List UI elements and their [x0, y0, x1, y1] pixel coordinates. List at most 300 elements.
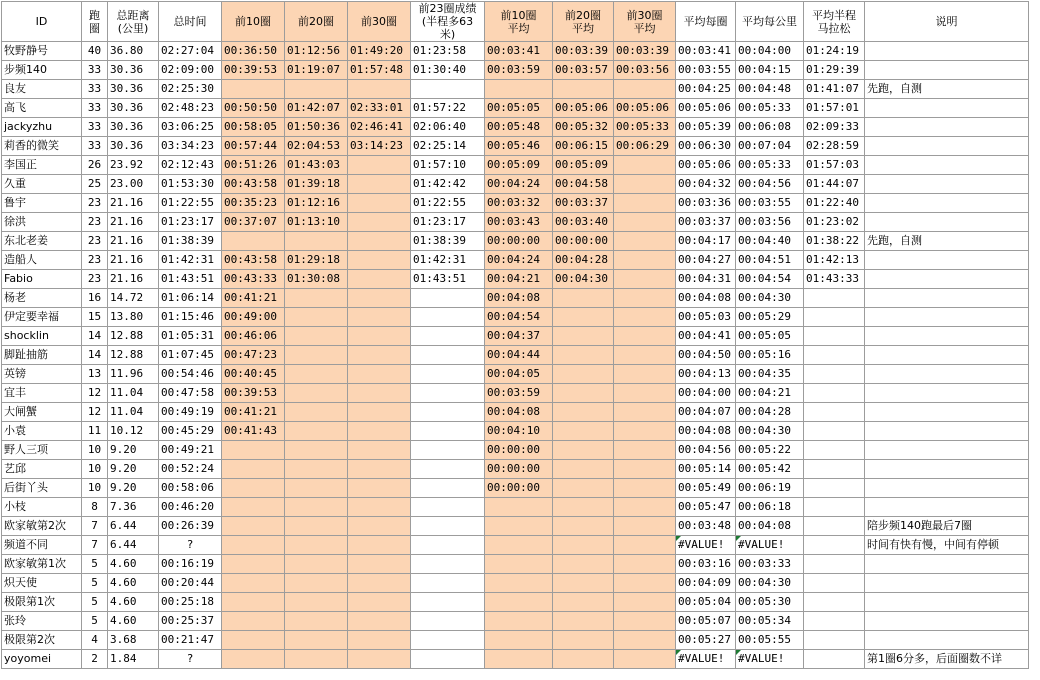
cell-laps: 5 [82, 612, 108, 631]
cell-avg-km: 00:03:55 [736, 194, 804, 213]
cell-avg30 [614, 574, 676, 593]
cell-avg10 [485, 80, 553, 99]
cell-id: 欧家敏第2次 [2, 517, 82, 536]
cell-first20: 01:43:03 [285, 156, 348, 175]
cell-distance: 7.36 [108, 498, 159, 517]
cell-note [865, 156, 1029, 175]
cell-first10: 00:43:58 [222, 251, 285, 270]
cell-first23: 01:57:10 [411, 156, 485, 175]
table-row [2, 441, 1029, 460]
cell-first10: 00:58:05 [222, 118, 285, 137]
cell-avg-half [804, 403, 865, 422]
cell-total-time: 02:09:00 [159, 61, 222, 80]
cell-avg-half [804, 593, 865, 612]
cell-avg-km: 00:04:51 [736, 251, 804, 270]
cell-first23 [411, 403, 485, 422]
cell-avg10: 00:04:37 [485, 327, 553, 346]
cell-avg-lap: 00:05:07 [676, 612, 736, 631]
cell-id: 极限第2次 [2, 631, 82, 650]
cell-avg-lap: 00:03:37 [676, 213, 736, 232]
cell-distance: 4.60 [108, 612, 159, 631]
cell-first30 [348, 403, 411, 422]
cell-avg-km: 00:04:30 [736, 574, 804, 593]
cell-first30 [348, 346, 411, 365]
cell-avg-half: 01:23:02 [804, 213, 865, 232]
cell-note [865, 270, 1029, 289]
cell-avg10: 00:04:54 [485, 308, 553, 327]
table-row [2, 80, 1029, 99]
cell-total-time: 00:25:37 [159, 612, 222, 631]
cell-avg-lap: 00:04:00 [676, 384, 736, 403]
cell-distance: 9.20 [108, 460, 159, 479]
cell-avg-half [804, 289, 865, 308]
cell-avg20: 00:03:37 [553, 194, 614, 213]
cell-avg-km: #VALUE! [736, 650, 804, 669]
cell-first10 [222, 232, 285, 251]
cell-laps: 13 [82, 365, 108, 384]
cell-first20 [285, 365, 348, 384]
cell-total-time: 03:06:25 [159, 118, 222, 137]
cell-avg-half [804, 479, 865, 498]
cell-avg30 [614, 194, 676, 213]
cell-avg-km: 00:04:48 [736, 80, 804, 99]
cell-first23: 02:25:14 [411, 137, 485, 156]
cell-first10 [222, 517, 285, 536]
cell-laps: 7 [82, 517, 108, 536]
cell-avg30 [614, 213, 676, 232]
cell-avg-half [804, 498, 865, 517]
cell-avg10 [485, 650, 553, 669]
cell-avg-km: 00:04:35 [736, 365, 804, 384]
cell-avg10: 00:03:32 [485, 194, 553, 213]
cell-avg-half: 01:57:03 [804, 156, 865, 175]
cell-avg-lap: 00:03:55 [676, 61, 736, 80]
cell-first10 [222, 441, 285, 460]
cell-first23 [411, 289, 485, 308]
cell-first20 [285, 403, 348, 422]
cell-total-time: 00:58:06 [159, 479, 222, 498]
cell-avg30 [614, 612, 676, 631]
cell-avg-lap: 00:03:16 [676, 555, 736, 574]
cell-distance: 9.20 [108, 441, 159, 460]
cell-note [865, 327, 1029, 346]
cell-avg30 [614, 555, 676, 574]
cell-first23 [411, 346, 485, 365]
table-row [2, 555, 1029, 574]
table-row [2, 593, 1029, 612]
cell-first30 [348, 365, 411, 384]
cell-first10: 00:37:07 [222, 213, 285, 232]
table-row [2, 460, 1029, 479]
cell-avg-km: 00:06:08 [736, 118, 804, 137]
cell-id: 莉香的微笑 [2, 137, 82, 156]
header-avg-km: 平均每公里 [736, 2, 804, 42]
cell-distance: 4.60 [108, 593, 159, 612]
cell-avg-lap: 00:05:06 [676, 156, 736, 175]
header-first10: 前10圈 [222, 2, 285, 42]
cell-first30 [348, 441, 411, 460]
cell-distance: 10.12 [108, 422, 159, 441]
cell-avg-half: 01:41:07 [804, 80, 865, 99]
table-row [2, 232, 1029, 251]
cell-id: 造船人 [2, 251, 82, 270]
cell-first20 [285, 441, 348, 460]
cell-avg-lap: 00:05:04 [676, 593, 736, 612]
header-first20: 前20圈 [285, 2, 348, 42]
cell-avg20 [553, 479, 614, 498]
cell-first23 [411, 80, 485, 99]
cell-first30: 01:49:20 [348, 42, 411, 61]
cell-distance: 4.60 [108, 574, 159, 593]
header-avg20: 前20圈 平均 [553, 2, 614, 42]
cell-total-time: 00:52:24 [159, 460, 222, 479]
cell-distance: 21.16 [108, 270, 159, 289]
cell-avg10 [485, 612, 553, 631]
cell-id: jackyzhu [2, 118, 82, 137]
cell-first20: 01:30:08 [285, 270, 348, 289]
cell-avg-km: 00:05:55 [736, 631, 804, 650]
table-row [2, 517, 1029, 536]
cell-distance: 21.16 [108, 213, 159, 232]
cell-avg20 [553, 308, 614, 327]
cell-distance: 6.44 [108, 517, 159, 536]
cell-avg-km: 00:05:33 [736, 99, 804, 118]
cell-first20 [285, 479, 348, 498]
cell-first30 [348, 479, 411, 498]
cell-avg20 [553, 517, 614, 536]
cell-first30: 03:14:23 [348, 137, 411, 156]
table-row [2, 574, 1029, 593]
cell-distance: 14.72 [108, 289, 159, 308]
cell-avg-half: 01:29:39 [804, 61, 865, 80]
cell-avg30: 00:03:39 [614, 42, 676, 61]
cell-id: 杨老 [2, 289, 82, 308]
cell-avg10 [485, 555, 553, 574]
cell-first30: 02:46:41 [348, 118, 411, 137]
cell-first30 [348, 213, 411, 232]
cell-id: 大闸蟹 [2, 403, 82, 422]
cell-first10: 00:46:06 [222, 327, 285, 346]
cell-total-time: 01:22:55 [159, 194, 222, 213]
cell-total-time: 00:47:58 [159, 384, 222, 403]
cell-first10 [222, 593, 285, 612]
cell-first23 [411, 650, 485, 669]
cell-total-time: 00:49:21 [159, 441, 222, 460]
cell-note [865, 365, 1029, 384]
cell-first30 [348, 232, 411, 251]
cell-total-time: 01:07:45 [159, 346, 222, 365]
cell-avg-lap: 00:04:08 [676, 422, 736, 441]
cell-first10: 00:57:44 [222, 137, 285, 156]
cell-first23: 01:57:22 [411, 99, 485, 118]
cell-first10: 00:51:26 [222, 156, 285, 175]
cell-first20 [285, 308, 348, 327]
cell-first20 [285, 555, 348, 574]
cell-avg10 [485, 536, 553, 555]
cell-first23: 02:06:40 [411, 118, 485, 137]
cell-first23 [411, 536, 485, 555]
cell-avg20: 00:04:30 [553, 270, 614, 289]
cell-first30 [348, 289, 411, 308]
cell-note [865, 213, 1029, 232]
cell-laps: 4 [82, 631, 108, 650]
table-row [2, 650, 1029, 669]
cell-avg30 [614, 650, 676, 669]
cell-laps: 23 [82, 270, 108, 289]
cell-first10: 00:40:45 [222, 365, 285, 384]
cell-avg30 [614, 327, 676, 346]
cell-distance: 1.84 [108, 650, 159, 669]
cell-avg30 [614, 270, 676, 289]
cell-avg10: 00:03:59 [485, 384, 553, 403]
cell-avg10 [485, 517, 553, 536]
cell-avg-km: 00:04:30 [736, 289, 804, 308]
cell-avg-km: 00:03:56 [736, 213, 804, 232]
cell-avg-lap: 00:03:48 [676, 517, 736, 536]
cell-note [865, 479, 1029, 498]
cell-laps: 10 [82, 441, 108, 460]
cell-note [865, 631, 1029, 650]
table-row [2, 251, 1029, 270]
header-first23: 前23圈成绩 (半程多63 米) [411, 2, 485, 42]
cell-avg20 [553, 631, 614, 650]
table-row [2, 175, 1029, 194]
cell-total-time: 00:45:29 [159, 422, 222, 441]
cell-distance: 3.68 [108, 631, 159, 650]
cell-first23: 01:43:51 [411, 270, 485, 289]
cell-avg10: 00:05:05 [485, 99, 553, 118]
cell-avg20 [553, 403, 614, 422]
cell-note [865, 308, 1029, 327]
cell-first10 [222, 80, 285, 99]
cell-avg20 [553, 555, 614, 574]
cell-first30 [348, 251, 411, 270]
cell-first20 [285, 460, 348, 479]
cell-total-time: 02:27:04 [159, 42, 222, 61]
cell-note [865, 194, 1029, 213]
cell-note [865, 137, 1029, 156]
cell-avg-km: 00:05:16 [736, 346, 804, 365]
cell-first23 [411, 365, 485, 384]
cell-first23 [411, 517, 485, 536]
cell-first23 [411, 593, 485, 612]
cell-first20 [285, 650, 348, 669]
cell-avg10: 00:04:05 [485, 365, 553, 384]
table-row [2, 536, 1029, 555]
cell-avg-lap: 00:04:32 [676, 175, 736, 194]
cell-laps: 33 [82, 61, 108, 80]
cell-avg-lap: #VALUE! [676, 650, 736, 669]
cell-avg-half: 01:44:07 [804, 175, 865, 194]
cell-avg-half [804, 612, 865, 631]
cell-avg-lap: 00:05:14 [676, 460, 736, 479]
cell-first10: 00:43:33 [222, 270, 285, 289]
cell-avg10 [485, 574, 553, 593]
cell-avg10: 00:04:10 [485, 422, 553, 441]
cell-avg30: 00:05:33 [614, 118, 676, 137]
cell-note [865, 251, 1029, 270]
cell-first30 [348, 308, 411, 327]
header-note: 说明 [865, 2, 1029, 42]
cell-avg30 [614, 441, 676, 460]
cell-first10 [222, 650, 285, 669]
cell-distance: 9.20 [108, 479, 159, 498]
cell-avg-km: 00:03:33 [736, 555, 804, 574]
cell-id: 张玲 [2, 612, 82, 631]
cell-note [865, 118, 1029, 137]
cell-avg30 [614, 422, 676, 441]
cell-first20 [285, 327, 348, 346]
cell-laps: 12 [82, 403, 108, 422]
cell-avg30 [614, 365, 676, 384]
cell-note [865, 99, 1029, 118]
cell-note: 陪步频140跑最后7圈 [865, 517, 1029, 536]
cell-distance: 11.04 [108, 403, 159, 422]
cell-first20: 01:12:16 [285, 194, 348, 213]
cell-note [865, 574, 1029, 593]
cell-distance: 30.36 [108, 118, 159, 137]
cell-avg30 [614, 479, 676, 498]
cell-avg-km: 00:04:56 [736, 175, 804, 194]
cell-avg10: 00:04:08 [485, 289, 553, 308]
cell-avg-km: 00:05:05 [736, 327, 804, 346]
cell-first10 [222, 460, 285, 479]
cell-note [865, 555, 1029, 574]
cell-avg-half [804, 460, 865, 479]
cell-note [865, 498, 1029, 517]
cell-avg20 [553, 574, 614, 593]
cell-avg-km: 00:04:54 [736, 270, 804, 289]
cell-first20 [285, 384, 348, 403]
cell-total-time: 02:12:43 [159, 156, 222, 175]
cell-first30 [348, 631, 411, 650]
cell-laps: 23 [82, 194, 108, 213]
cell-first23 [411, 441, 485, 460]
cell-first20: 01:13:10 [285, 213, 348, 232]
cell-avg-km: 00:04:28 [736, 403, 804, 422]
cell-avg-km: 00:04:30 [736, 422, 804, 441]
cell-id: shocklin [2, 327, 82, 346]
cell-distance: 36.80 [108, 42, 159, 61]
cell-avg30: 00:05:06 [614, 99, 676, 118]
cell-laps: 40 [82, 42, 108, 61]
table-row [2, 99, 1029, 118]
cell-total-time: 00:54:46 [159, 365, 222, 384]
cell-first20: 01:50:36 [285, 118, 348, 137]
cell-avg-lap: #VALUE! [676, 536, 736, 555]
cell-avg20 [553, 365, 614, 384]
cell-note [865, 612, 1029, 631]
cell-avg-lap: 00:04:07 [676, 403, 736, 422]
cell-first30 [348, 536, 411, 555]
cell-laps: 5 [82, 555, 108, 574]
cell-id: yoyomei [2, 650, 82, 669]
cell-laps: 33 [82, 118, 108, 137]
cell-avg-lap: 00:03:36 [676, 194, 736, 213]
cell-first10 [222, 612, 285, 631]
cell-id: 久重 [2, 175, 82, 194]
cell-first20: 01:12:56 [285, 42, 348, 61]
cell-first23 [411, 460, 485, 479]
cell-first23 [411, 308, 485, 327]
cell-first30: 02:33:01 [348, 99, 411, 118]
cell-avg-half: 02:09:33 [804, 118, 865, 137]
cell-avg-lap: 00:05:47 [676, 498, 736, 517]
cell-avg10: 00:03:41 [485, 42, 553, 61]
cell-avg20 [553, 441, 614, 460]
cell-first10: 00:41:21 [222, 403, 285, 422]
cell-avg-lap: 00:04:17 [676, 232, 736, 251]
cell-first10: 00:43:58 [222, 175, 285, 194]
cell-avg30 [614, 536, 676, 555]
cell-id: 步频140 [2, 61, 82, 80]
cell-id: 东北老姜 [2, 232, 82, 251]
table-row [2, 137, 1029, 156]
header-avg-half: 平均半程 马拉松 [804, 2, 865, 42]
cell-id: 极限第1次 [2, 593, 82, 612]
cell-avg30 [614, 308, 676, 327]
cell-avg20: 00:03:39 [553, 42, 614, 61]
cell-total-time: 00:25:18 [159, 593, 222, 612]
cell-avg30 [614, 460, 676, 479]
cell-avg20: 00:04:58 [553, 175, 614, 194]
cell-avg10: 00:04:21 [485, 270, 553, 289]
table-row [2, 289, 1029, 308]
cell-first23 [411, 479, 485, 498]
cell-total-time: 00:49:19 [159, 403, 222, 422]
cell-avg-km: 00:04:40 [736, 232, 804, 251]
cell-avg10 [485, 498, 553, 517]
cell-first30 [348, 460, 411, 479]
cell-avg20 [553, 593, 614, 612]
cell-first30 [348, 422, 411, 441]
cell-avg20: 00:03:40 [553, 213, 614, 232]
cell-total-time: 02:25:30 [159, 80, 222, 99]
cell-laps: 10 [82, 460, 108, 479]
cell-avg-lap: 00:04:09 [676, 574, 736, 593]
table-row [2, 422, 1029, 441]
table-row [2, 403, 1029, 422]
cell-first23: 01:42:42 [411, 175, 485, 194]
cell-avg-lap: 00:04:41 [676, 327, 736, 346]
cell-avg-km: 00:04:08 [736, 517, 804, 536]
cell-avg-half: 02:28:59 [804, 137, 865, 156]
cell-first30 [348, 574, 411, 593]
cell-first23 [411, 574, 485, 593]
cell-id: 野人三项 [2, 441, 82, 460]
cell-avg-half [804, 365, 865, 384]
cell-first23 [411, 498, 485, 517]
cell-avg-km: 00:05:33 [736, 156, 804, 175]
cell-avg-lap: 00:05:03 [676, 308, 736, 327]
cell-avg20: 00:06:15 [553, 137, 614, 156]
cell-first20: 02:04:53 [285, 137, 348, 156]
cell-distance: 30.36 [108, 80, 159, 99]
cell-avg30 [614, 631, 676, 650]
cell-avg-km: 00:04:15 [736, 61, 804, 80]
cell-first10: 00:35:23 [222, 194, 285, 213]
cell-avg-half: 01:42:13 [804, 251, 865, 270]
cell-avg20 [553, 346, 614, 365]
cell-total-time: 01:38:39 [159, 232, 222, 251]
cell-avg10: 00:04:24 [485, 175, 553, 194]
cell-avg-lap: 00:04:50 [676, 346, 736, 365]
cell-first30: 01:57:48 [348, 61, 411, 80]
cell-first30 [348, 650, 411, 669]
cell-distance: 21.16 [108, 232, 159, 251]
cell-avg-half [804, 536, 865, 555]
cell-avg10: 00:04:08 [485, 403, 553, 422]
